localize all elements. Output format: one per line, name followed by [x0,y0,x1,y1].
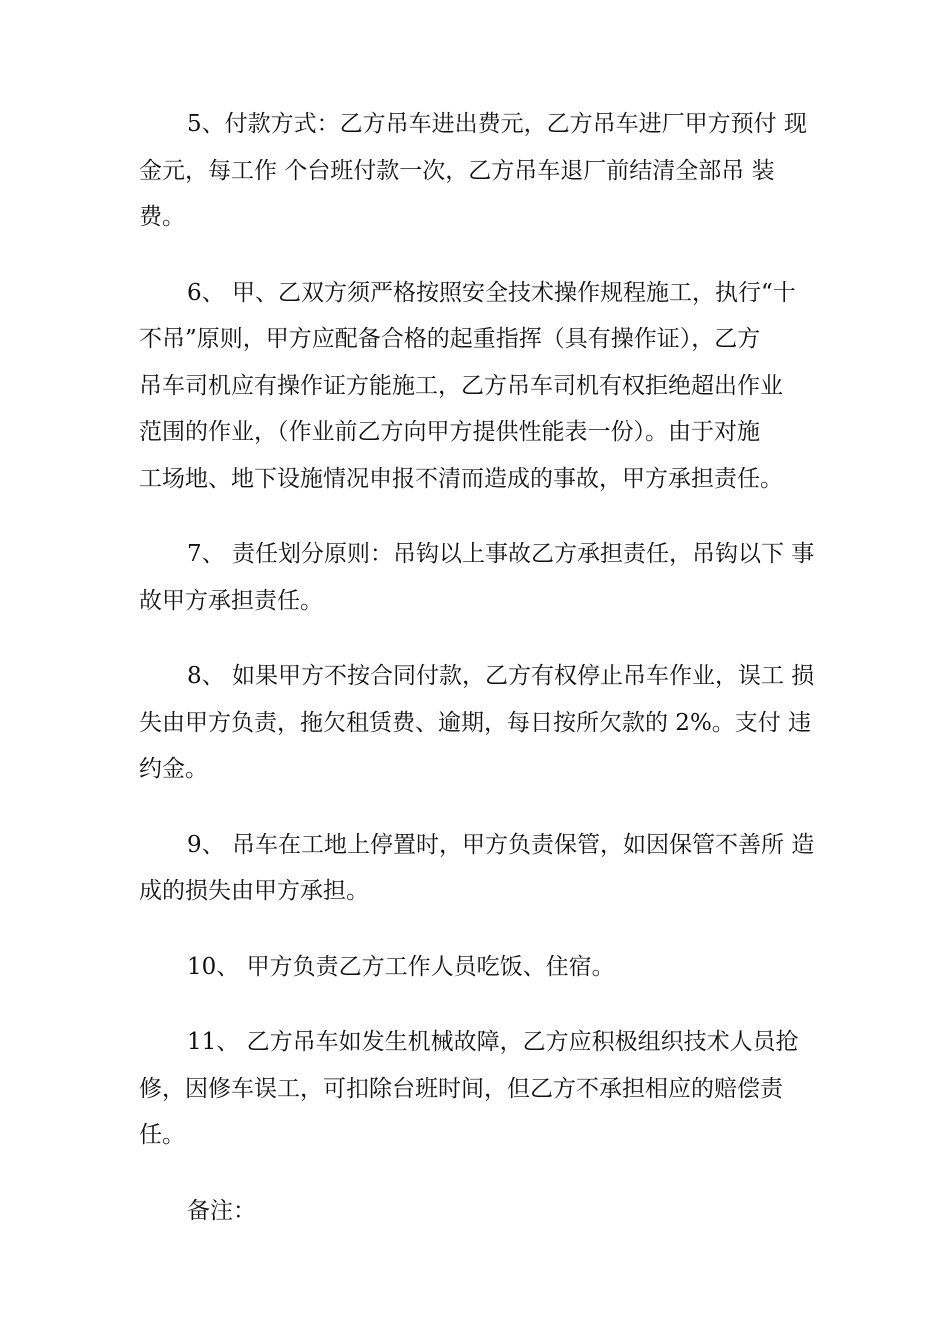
paragraph-line: 6、 甲、乙双方须严格按照安全技术操作规程施工，执行“十 [187,279,796,306]
paragraph-line: 范围的作业，（作业前乙方向甲方提供性能表一份）。由于对施 [139,419,760,445]
paragraph-meals-lodging [139,944,823,991]
paragraph-payment-method [139,101,823,241]
paragraph-line: 吊车司机应有操作证方能施工，乙方吊车司机有权拒绝超出作业 [139,372,783,399]
paragraph-custody [139,822,823,915]
paragraph-line: 7、 责任划分原则：吊钩以上事故乙方承担责任，吊钩以下 事 [187,541,815,567]
paragraph-line: 修，因修车误工，可扣除台班时间，但乙方不承担相应的赔偿责 [139,1075,783,1102]
paragraph-breakdown [139,1019,823,1159]
paragraph-line: 5、付款方式：乙方吊车进出费元，乙方吊车进厂甲方预付 现 [187,111,807,137]
paragraph-remarks [139,1188,823,1235]
paragraph-liability-division [139,531,823,624]
paragraph-line: 任。 [139,1122,185,1148]
paragraph-line: 约金。 [139,756,208,782]
remarks-label: 备注： [187,1197,256,1224]
paragraph-line: 9、 吊车在工地上停置时，甲方负责保管，如因保管不善所 造 [187,831,815,858]
paragraph-line: 11、 乙方吊车如发生机械故障，乙方应积极组织技术人员抢 [187,1029,799,1055]
paragraph-line: 工场地、地下设施情况申报不清而造成的事故，甲方承担责任。 [139,465,783,492]
paragraph-line: 不吊”原则，甲方应配备合格的起重指挥（具有操作证），乙方 [139,326,761,352]
paragraph-line: 8、 如果甲方不按合同付款，乙方有权停止吊车作业，误工 损 [187,663,815,689]
paragraph-late-payment [139,653,823,793]
paragraph-line: 费。 [139,204,185,230]
paragraph-safety-rules [139,270,823,503]
document-body [139,101,823,1263]
paragraph-line: 金元，每工作 个台班付款一次，乙方吊车退厂前结清全部吊 装 [139,157,775,184]
paragraph-line: 成的损失由甲方承担。 [139,878,369,904]
paragraph-line: 10、 甲方负责乙方工作人员吃饭、住宿。 [187,953,615,980]
paragraph-line: 故甲方承担责任。 [139,587,323,614]
paragraph-line: 失由甲方负责，拖欠租赁费、逾期，每日按所欠款的 2%。支付 违 [139,709,812,736]
